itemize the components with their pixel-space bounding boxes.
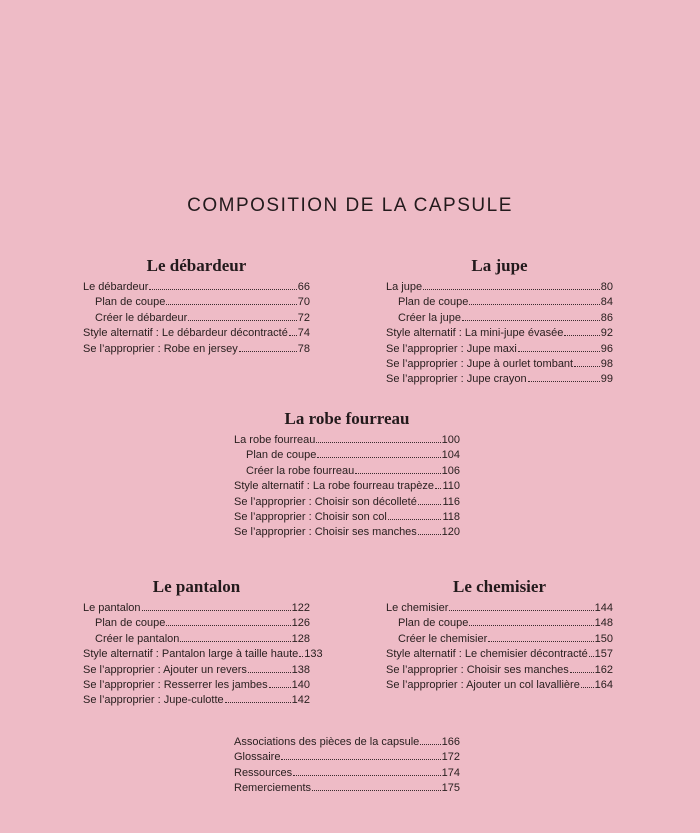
toc-entry[interactable]: Style alternatif : Le chemisier décontracté 157: [386, 648, 613, 661]
toc-entry[interactable]: Se l’approprier : Jupe crayon 99: [386, 373, 613, 386]
toc-entry[interactable]: Créer le chemisier 150: [398, 632, 613, 645]
section-heading: La robe fourreau: [284, 409, 410, 428]
toc-entry[interactable]: Se l’approprier : Choisir son col 118: [234, 511, 460, 524]
toc-entry[interactable]: Plan de coupe 126: [95, 617, 310, 630]
toc-entry[interactable]: Style alternatif : La robe fourreau trapèze 110: [234, 480, 460, 493]
toc-entry[interactable]: Se l’approprier : Jupe à ourlet tombant 98: [386, 358, 613, 371]
section-debardeur: [83, 256, 310, 357]
toc-entry[interactable]: Plan de coupe 84: [398, 296, 613, 309]
toc-entry[interactable]: Plan de coupe 148: [398, 617, 613, 630]
toc-entry[interactable]: La jupe 80: [386, 281, 613, 293]
toc-entry[interactable]: Style alternatif : Pantalon large à taille haute 133: [83, 648, 323, 661]
toc-entry[interactable]: Ressources 174: [234, 766, 460, 779]
toc-entry[interactable]: Se l’approprier : Jupe-culotte 142: [83, 694, 310, 707]
toc-entry[interactable]: Créer la robe fourreau 106: [246, 464, 460, 477]
section-heading: Le pantalon: [152, 577, 241, 596]
toc-entry[interactable]: Créer la jupe 86: [398, 311, 613, 324]
section-pantalon: [83, 577, 323, 709]
toc-entry[interactable]: Se l’approprier : Choisir ses manches 162: [386, 663, 613, 676]
page-title: COMPOSITION DE LA CAPSULE: [187, 195, 513, 216]
toc-entry[interactable]: Associations des pièces de la capsule 166: [234, 736, 460, 748]
toc-entry[interactable]: Se l’approprier : Ajouter un revers 138: [83, 663, 310, 676]
toc-entry[interactable]: Style alternatif : Le débardeur décontracté 74: [83, 327, 310, 340]
toc-entry[interactable]: Le chemisier 144: [386, 602, 613, 614]
toc-entry[interactable]: Glossaire 172: [234, 751, 460, 764]
section-robe-fourreau: [234, 409, 460, 541]
toc-entry[interactable]: Se l’approprier : Jupe maxi 96: [386, 342, 613, 355]
toc-entry[interactable]: Se l’approprier : Ajouter un col lavallière 164: [386, 679, 613, 692]
toc-entry[interactable]: Remerciements 175: [234, 782, 460, 795]
section-heading: Le chemisier: [453, 577, 546, 596]
toc-entry[interactable]: Créer le débardeur 72: [95, 311, 310, 324]
toc-entry[interactable]: Se l’approprier : Resserrer les jambes 140: [83, 679, 310, 692]
toc-entry[interactable]: Se l’approprier : Choisir son décolleté 116: [234, 495, 460, 508]
section-heading: Le débardeur: [146, 256, 247, 275]
toc-entry[interactable]: Plan de coupe 70: [95, 296, 310, 309]
section-chemisier: [386, 577, 613, 693]
toc-entry[interactable]: Se l’approprier : Choisir ses manches 120: [234, 526, 460, 539]
toc-entry[interactable]: Le pantalon 122: [83, 602, 310, 614]
section-heading: La jupe: [471, 256, 528, 275]
toc-entry[interactable]: Plan de coupe 104: [246, 449, 460, 462]
toc-entry[interactable]: La robe fourreau 100: [234, 434, 460, 446]
toc-entry[interactable]: Se l’approprier : Robe en jersey 78: [83, 342, 310, 355]
toc-entry[interactable]: Style alternatif : La mini-jupe évasée 92: [386, 327, 613, 340]
section-annexes: [234, 735, 460, 797]
toc-entry[interactable]: Le débardeur 66: [83, 281, 310, 293]
toc-entry[interactable]: Créer le pantalon 128: [95, 632, 310, 645]
section-jupe: [386, 256, 613, 388]
